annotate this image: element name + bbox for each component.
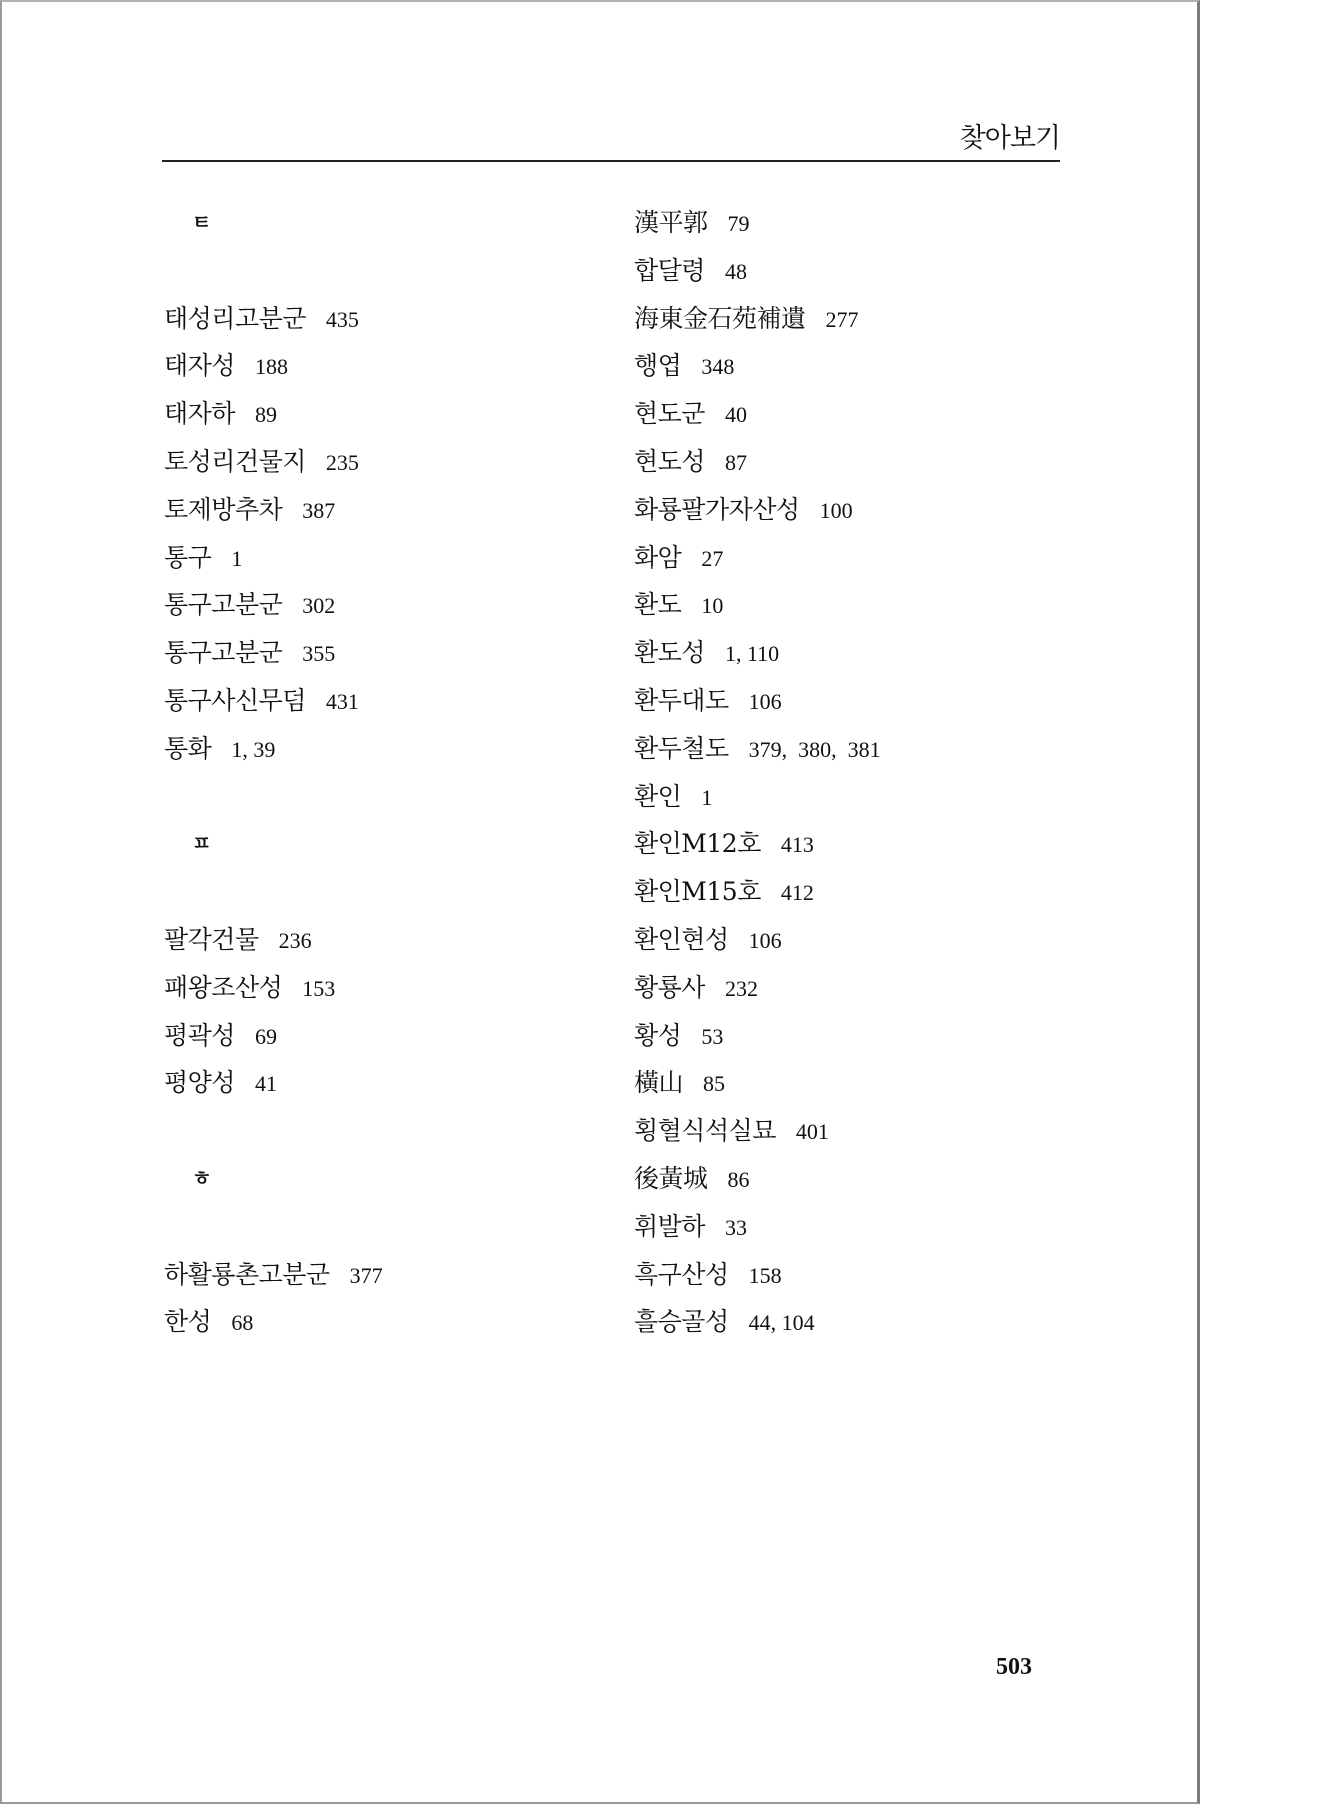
index-term: 통구사신무덤 [164, 685, 306, 715]
index-pages: 188 [254, 354, 288, 380]
index-entry [634, 964, 1074, 1012]
index-entry [164, 390, 604, 438]
index-entry [164, 964, 604, 1012]
index-term: 행엽 [634, 351, 682, 381]
index-entry [634, 534, 1074, 582]
index-entry [164, 534, 604, 582]
index-pages: 100 [819, 497, 853, 523]
index-term: 漢平郭 [634, 208, 708, 237]
index-term: 흘승골성 [634, 1307, 729, 1337]
index-pages: 106 [748, 688, 782, 714]
index-pages: 431 [325, 688, 359, 714]
index-pages: 413 [780, 832, 814, 858]
page-number: 503 [996, 1654, 1032, 1680]
index-entry [164, 295, 604, 343]
index-pages: 68 [231, 1310, 254, 1336]
index-pages: 85 [703, 1071, 726, 1097]
section-heading-p [164, 820, 604, 868]
index-term: 환두대도 [634, 685, 729, 715]
index-term: 토제방추차 [164, 494, 283, 524]
section-letter: ㅍ [192, 831, 212, 856]
index-entry [164, 438, 604, 486]
index-entry [634, 773, 1074, 821]
index-pages: 158 [748, 1262, 782, 1288]
index-pages: 27 [701, 545, 724, 571]
index-entry [634, 295, 1074, 343]
index-entry [634, 1155, 1074, 1203]
index-pages: 1 [701, 784, 713, 810]
index-pages: 153 [302, 975, 336, 1001]
index-term: 환인M12호 [634, 829, 761, 859]
index-term: 평양성 [164, 1068, 235, 1098]
index-entry [164, 581, 604, 629]
index-entry [634, 390, 1074, 438]
index-term: 환인 [634, 781, 682, 811]
index-entry [634, 677, 1074, 725]
index-term: 화암 [634, 542, 682, 572]
index-entry [634, 342, 1074, 390]
index-entry [634, 1298, 1074, 1346]
section-heading-t [164, 199, 604, 247]
index-entry [164, 342, 604, 390]
index-term: 토성리건물지 [164, 446, 306, 476]
index-term: 황룡사 [634, 972, 705, 1002]
index-pages: 435 [325, 306, 359, 332]
section-gap [164, 247, 604, 295]
index-pages: 44, 104 [748, 1310, 815, 1336]
index-term: 後黃城 [634, 1163, 708, 1193]
index-term: 통구고분군 [164, 590, 283, 620]
index-entry [164, 1059, 604, 1107]
index-entry [164, 677, 604, 725]
index-entry [634, 820, 1074, 868]
index-pages: 53 [701, 1023, 724, 1049]
index-term: 휘발하 [634, 1211, 705, 1241]
index-pages: 412 [780, 880, 814, 906]
section-letter: ㅎ [192, 1165, 212, 1190]
index-term: 화룡팔가자산성 [634, 494, 800, 524]
section-gap [164, 1107, 604, 1155]
index-term: 통구 [164, 542, 212, 572]
section-heading-h [164, 1155, 604, 1203]
index-term: 흑구산성 [634, 1259, 729, 1289]
index-term: 현도군 [634, 399, 705, 429]
index-term: 팔각건물 [164, 924, 259, 954]
index-term: 황성 [634, 1020, 682, 1050]
index-entry [634, 916, 1074, 964]
index-pages: 232 [724, 975, 758, 1001]
index-pages: 387 [302, 497, 336, 523]
index-pages: 236 [278, 927, 312, 953]
index-term: 패왕조산성 [164, 972, 283, 1002]
index-term: 海東金石苑補遺 [634, 303, 806, 333]
index-term: 통구고분군 [164, 638, 283, 668]
section-letter: ㅌ [192, 210, 212, 234]
index-column-left [164, 199, 604, 1346]
index-entry [164, 1298, 604, 1346]
index-term: 한성 [164, 1307, 212, 1337]
index-pages: 87 [724, 449, 747, 475]
index-entry [634, 725, 1074, 773]
section-gap [164, 868, 604, 916]
running-head [162, 110, 1060, 162]
index-pages: 277 [825, 306, 859, 332]
index-entry [164, 629, 604, 677]
index-entry [164, 1012, 604, 1060]
index-term: 하활룡촌고분군 [164, 1259, 330, 1289]
index-pages: 48 [724, 258, 747, 284]
index-pages: 355 [302, 641, 336, 667]
index-pages: 41 [254, 1071, 277, 1097]
index-entry [634, 581, 1074, 629]
index-pages: 79 [727, 211, 750, 236]
index-pages: 379, 380, 381 [748, 736, 881, 762]
section-gap [164, 773, 604, 821]
index-entry [164, 725, 604, 773]
index-term: 통화 [164, 733, 212, 763]
index-pages: 401 [795, 1119, 829, 1145]
index-pages: 348 [701, 354, 735, 380]
index-entry [634, 1203, 1074, 1251]
index-entry [634, 868, 1074, 916]
index-term: 환인현성 [634, 924, 729, 954]
index-term: 태자성 [164, 351, 235, 381]
index-term: 환도 [634, 590, 682, 620]
index-pages: 33 [724, 1214, 747, 1240]
index-entry [164, 1251, 604, 1299]
index-term: 환인M15호 [634, 877, 761, 907]
index-entry [634, 1059, 1074, 1107]
index-term: 현도성 [634, 446, 705, 476]
index-pages: 302 [302, 593, 336, 619]
index-entry [164, 916, 604, 964]
index-entry [634, 629, 1074, 677]
index-entry [634, 199, 1074, 247]
index-term: 평곽성 [164, 1020, 235, 1050]
index-term: 횡혈식석실묘 [634, 1116, 776, 1146]
index-term: 합달령 [634, 255, 705, 285]
index-term: 橫山 [634, 1068, 684, 1098]
index-pages: 89 [254, 402, 277, 428]
index-pages: 86 [727, 1166, 750, 1192]
index-entry [634, 1012, 1074, 1060]
index-pages: 1, 39 [231, 736, 276, 762]
running-head-title: 찾아보기 [959, 123, 1060, 154]
index-pages: 40 [724, 402, 747, 428]
index-pages: 377 [349, 1262, 383, 1288]
index-pages: 235 [325, 449, 359, 475]
index-entry [634, 247, 1074, 295]
index-entry [634, 438, 1074, 486]
index-pages: 10 [701, 593, 724, 619]
index-entry [634, 1107, 1074, 1155]
index-pages: 1 [231, 545, 243, 571]
index-term: 환도성 [634, 638, 705, 668]
index-pages: 69 [254, 1023, 277, 1049]
index-entry [164, 486, 604, 534]
index-entry [634, 486, 1074, 534]
index-column-right [634, 199, 1074, 1346]
section-gap [164, 1203, 604, 1251]
index-pages: 106 [748, 927, 782, 953]
index-term: 태자하 [164, 399, 235, 429]
index-term: 태성리고분군 [164, 303, 306, 333]
index-entry [634, 1251, 1074, 1299]
index-term: 환두철도 [634, 733, 729, 763]
index-pages: 1, 110 [724, 641, 780, 667]
